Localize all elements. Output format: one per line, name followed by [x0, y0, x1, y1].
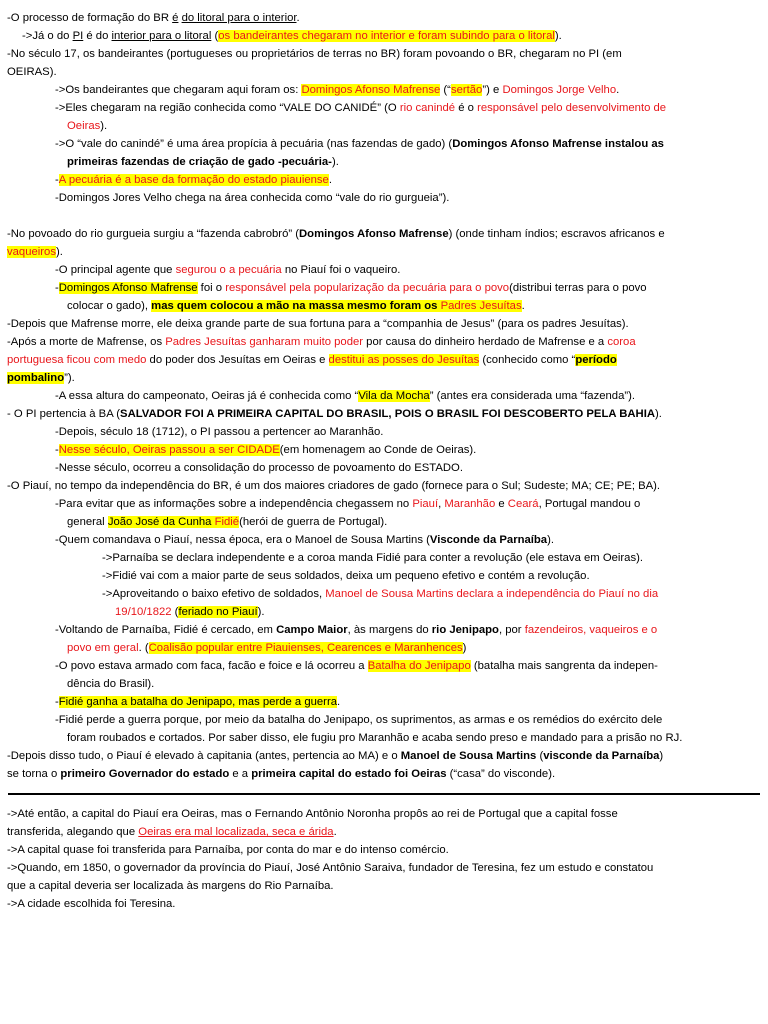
note-line: -No século 17, os bandeirantes (portugueses ou proprietários de terras no BR) foram povoando o BR, chegaram no PI (em — [7, 48, 622, 60]
note-line: -A pecuária é a base da formação do estado piauiense. — [55, 174, 332, 186]
note-line: ->A cidade escolhida foi Teresina. — [7, 898, 176, 910]
note-line: -O povo estava armado com faca, facão e foice e lá ocorreu a Batalha do Jenipapo (batalha mais sangrenta da indepen- — [55, 660, 658, 672]
note-line: -A essa altura do campeonato, Oeiras já é conhecida como “Vila da Mocha” (antes era considerada uma “fazenda”). — [55, 390, 636, 402]
note-line: ->O “vale do canindé” é uma área propícia à pecuária (nas fazendas de gado) (Domingos Afonso Mafrense instalou as — [55, 138, 664, 150]
note-line: ->Os bandeirantes que chegaram aqui foram os: Domingos Afonso Mafrense (“sertão”) e Domingos Jorge Velho. — [55, 84, 620, 96]
note-line: -Domingos Afonso Mafrense foi o responsável pela popularização da pecuária para o povo(distribui terras para o povo — [55, 282, 647, 294]
note-line: povo em geral. (Coalisão popular entre Piauienses, Cearences e Maranhences) — [67, 642, 467, 654]
note-line: -Depois que Mafrense morre, ele deixa grande parte de sua fortuna para a “companhia de Jesus” (para os padres Jesuítas). — [7, 318, 629, 330]
note-line: -Domingos Jores Velho chega na área conhecida como “vale do rio gurgueia”). — [55, 192, 450, 204]
note-line: - O PI pertencia à BA (SALVADOR FOI A PRIMEIRA CAPITAL DO BRASIL, POIS O BRASIL FOI DESCOBERTO PELA BAHIA). — [7, 408, 662, 420]
note-line: -Nesse século, ocorreu a consolidação do processo de povoamento do ESTADO. — [55, 462, 463, 474]
note-line: que a capital deveria ser localizada às margens do Rio Parnaíba. — [7, 880, 334, 892]
spacer — [7, 207, 762, 225]
note-line: -Fidié ganha a batalha do Jenipapo, mas perde a guerra. — [55, 696, 341, 708]
note-line: ->Já o do PI é do interior para o litoral (os bandeirantes chegaram no interior e foram subindo para o litoral). — [22, 30, 562, 42]
note-line: pombalino”). — [7, 372, 75, 384]
note-line: ->Fidié vai com a maior parte de seus soldados, deixa um pequeno efetivo e contém a revolução. — [102, 570, 590, 582]
section-divider — [8, 793, 760, 795]
note-line: -Voltando de Parnaíba, Fidié é cercado, em Campo Maior, às margens do rio Jenipapo, por fazendeiros, vaqueiros e o — [55, 624, 658, 636]
note-line: -O Piauí, no tempo da independência do BR, é um dos maiores criadores de gado (fornece para o Sul; Sudeste; MA; CE; PE; BA). — [7, 480, 661, 492]
note-line: colocar o gado), mas quem colocou a mão na massa mesmo foram os Padres Jesuítas. — [67, 300, 525, 312]
note-line: transferida, alegando que Oeiras era mal localizada, seca e árida. — [7, 826, 337, 838]
note-line: ->A capital quase foi transferida para Parnaíba, por conta do mar e do intenso comércio. — [7, 844, 449, 856]
note-line: -Para evitar que as informações sobre a independência chegassem no Piauí, Maranhão e Ceará, Portugal mandou o — [55, 498, 641, 510]
note-line: 19/10/1822 (feriado no Piauí). — [115, 606, 265, 618]
note-line: -O principal agente que segurou o a pecuária no Piauí foi o vaqueiro. — [55, 264, 401, 276]
note-line: ->Até então, a capital do Piauí era Oeiras, mas o Fernando Antônio Noronha propôs ao rei de Portugal que a capital fosse — [7, 808, 618, 820]
note-line: -O processo de formação do BR é do litoral para o interior. — [7, 12, 300, 24]
note-line: -Quem comandava o Piauí, nessa época, era o Manoel de Sousa Martins (Visconde da Parnaíba). — [55, 534, 554, 546]
note-line: ->Aproveitando o baixo efetivo de soldados, Manoel de Sousa Martins declara a independência do Piauí no dia — [102, 588, 659, 600]
note-line: ->Parnaíba se declara independente e a coroa manda Fidié para conter a revolução (ele estava em Oeiras). — [102, 552, 643, 564]
note-line: se torna o primeiro Governador do estado e a primeira capital do estado foi Oeiras (“casa” do visconde). — [7, 768, 556, 780]
note-line: Oeiras). — [67, 120, 108, 132]
note-line: dência do Brasil). — [67, 678, 155, 690]
note-line: foram roubados e cortados. Por saber disso, ele fugiu pro Maranhão e acaba sendo preso e mandado para a prisão no RJ. — [67, 732, 683, 744]
note-line: OEIRAS). — [7, 66, 57, 78]
note-line: -Depois, século 18 (1712), o PI passou a pertencer ao Maranhão. — [55, 426, 384, 438]
note-line: portuguesa ficou com medo do poder dos Jesuítas em Oeiras e destitui as posses do Jesuítas (conhecido como “período — [7, 354, 617, 366]
note-line: -Depois disso tudo, o Piauí é elevado à capitania (antes, pertencia ao MA) e o Manoel de Sousa Martins (visconde da Parnaíba) — [7, 750, 664, 762]
note-line: ->Eles chegaram na região conhecida como “VALE DO CANIDÉ” (O rio canindé é o responsável pelo desenvolvimento de — [55, 102, 667, 114]
note-line: -Após a morte de Mafrense, os Padres Jesuítas ganharam muito poder por causa do dinheiro herdado de Mafrense e a coroa — [7, 336, 636, 348]
note-line: vaqueiros). — [7, 246, 63, 258]
note-line: ->Quando, em 1850, o governador da província do Piauí, José Antônio Saraiva, fundador de Teresina, fez um estudo e constatou — [7, 862, 654, 874]
note-line: primeiras fazendas de criação de gado -pecuária-). — [67, 156, 339, 168]
note-line: -Nesse século, Oeiras passou a ser CIDADE(em homenagem ao Conde de Oeiras). — [55, 444, 477, 456]
note-line: -Fidié perde a guerra porque, por meio da batalha do Jenipapo, os suprimentos, as armas e os remédios do exército dele — [55, 714, 663, 726]
note-line: -No povoado do rio gurgueia surgiu a “fazenda cabrobró” (Domingos Afonso Mafrense) (onde tinham índios; escravos africanos e — [7, 228, 665, 240]
note-line: general João José da Cunha Fidié(herói de guerra de Portugal). — [67, 516, 388, 528]
capital-section — [7, 805, 653, 913]
